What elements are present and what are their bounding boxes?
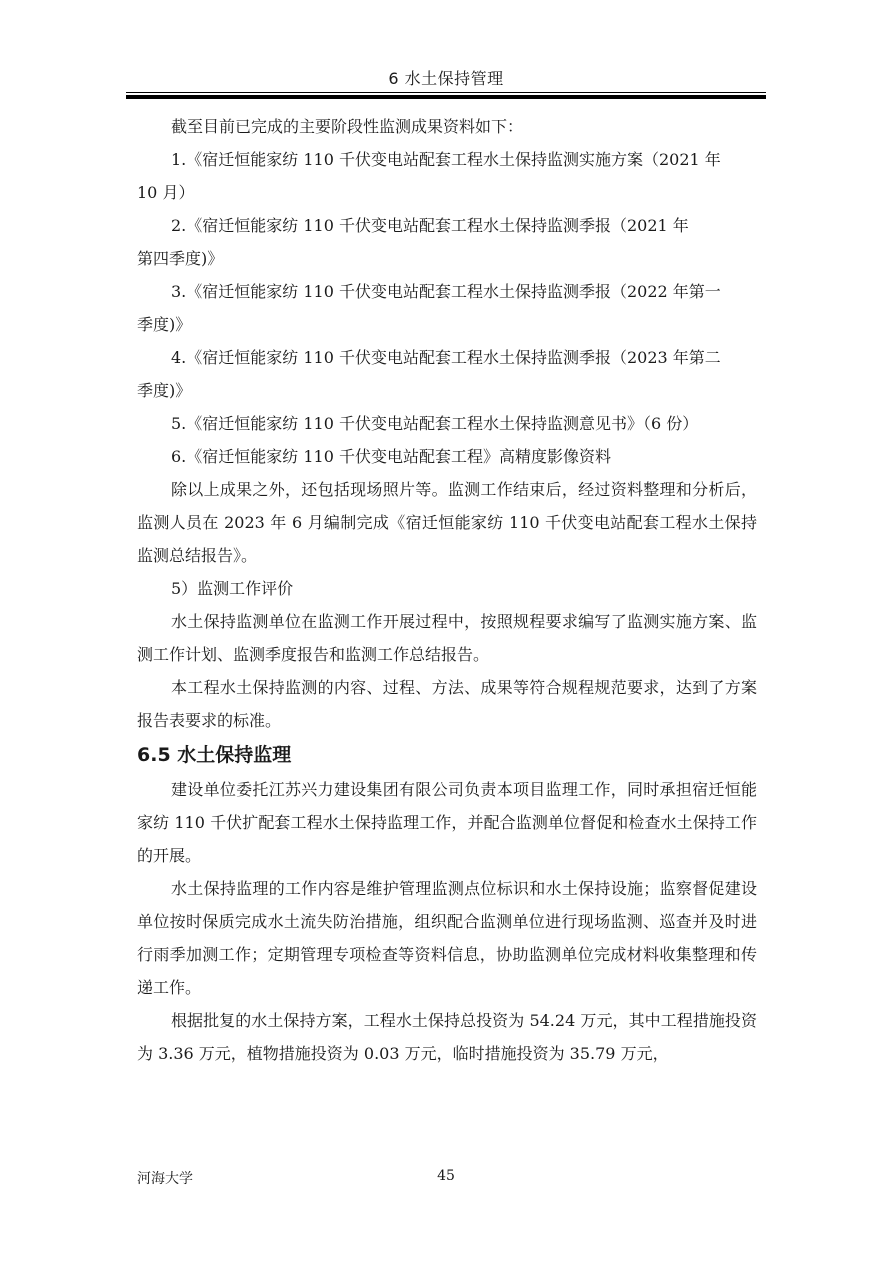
header-rule-thin [126, 92, 766, 93]
evaluation-paragraph-2: 本工程水土保持监测的内容、过程、方法、成果等符合规程规范要求，达到了方案报告表要求的标准。 [137, 678, 757, 730]
list-item-4-line2: 季度)》 [137, 381, 192, 400]
list-item-3-line1: 3.《宿迁恒能家纺 110 千伏变电站配套工程水土保持监测季报（2022 年第一 [171, 282, 721, 301]
results-paragraph: 除以上成果之外，还包括现场照片等。监测工作结束后，经过资料整理和分析后，监测人员在 2023 年 6 月编制完成《宿迁恒能家纺 110 千伏变电站配套工程水土保持监测总结报告》。 [137, 480, 757, 565]
subheading-monitoring-evaluation: 5）监测工作评价 [171, 579, 294, 598]
list-item-1-line1: 1.《宿迁恒能家纺 110 千伏变电站配套工程水土保持监测实施方案（2021 年 [171, 150, 721, 169]
list-item-6: 6.《宿迁恒能家纺 110 千伏变电站配套工程》高精度影像资料 [171, 447, 611, 466]
list-item-1-line2: 10 月） [137, 183, 195, 202]
footer-page-number: 45 [437, 1168, 455, 1184]
list-item-2-line1: 2.《宿迁恒能家纺 110 千伏变电站配套工程水土保持监测季报（2021 年 [171, 216, 689, 235]
supervision-paragraph-3: 根据批复的水土保持方案，工程水土保持总投资为 54.24 万元，其中工程措施投资为 3.36 万元，植物措施投资为 0.03 万元，临时措施投资为 35.79 万元， [137, 1011, 757, 1063]
list-item-3-line2: 季度)》 [137, 315, 192, 334]
supervision-paragraph-2: 水土保持监理的工作内容是维护管理监测点位标识和水土保持设施；监察督促建设单位按时保质完成水土流失防治措施，组织配合监测单位进行现场监测、巡查并及时进行雨季加测工作；定期管理专项检查等资料信息，协助监测单位完成材料收集整理和传递工作。 [137, 879, 757, 997]
supervision-paragraph-1: 建设单位委托江苏兴力建设集团有限公司负责本项目监理工作，同时承担宿迁恒能家纺 110 千伏扩配套工程水土保持监理工作，并配合监测单位督促和检查水土保持工作的开展。 [137, 780, 757, 865]
list-item-4-line1: 4.《宿迁恒能家纺 110 千伏变电站配套工程水土保持监测季报（2023 年第二 [171, 348, 721, 367]
footer-institution: 河海大学 [137, 1171, 193, 1187]
section-heading-6-5: 6.5 水土保持监理 [137, 744, 292, 766]
intro-paragraph: 截至目前已完成的主要阶段性监测成果资料如下： [171, 117, 524, 136]
list-item-5: 5.《宿迁恒能家纺 110 千伏变电站配套工程水土保持监测意见书》（6 份） [171, 414, 699, 433]
running-header-title: 6 水土保持管理 [388, 69, 504, 88]
body-text [137, 110, 757, 1070]
header-rule-thick [126, 95, 766, 99]
list-item-2-line2: 第四季度)》 [137, 249, 224, 268]
evaluation-paragraph-1: 水土保持监测单位在监测工作开展过程中，按照规程要求编写了监测实施方案、监测工作计划、监测季度报告和监测工作总结报告。 [137, 612, 757, 664]
